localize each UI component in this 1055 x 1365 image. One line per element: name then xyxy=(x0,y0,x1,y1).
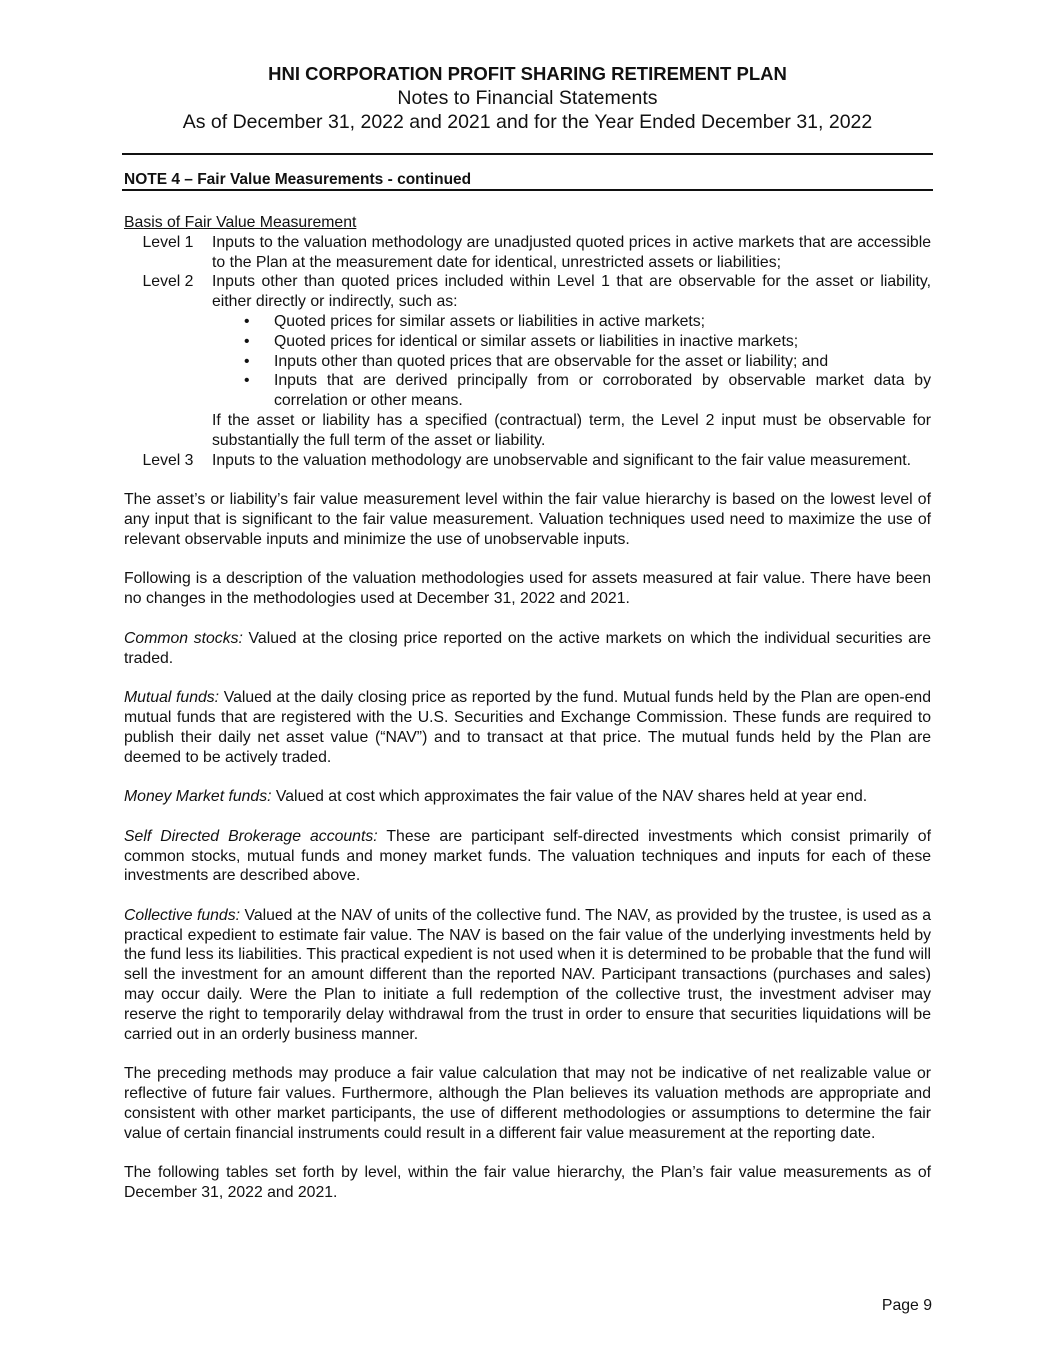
document-header xyxy=(0,62,1055,134)
bullet-icon: • xyxy=(244,332,250,350)
level-1-label: Level 1 xyxy=(142,233,194,251)
level-2-bullets xyxy=(212,312,931,411)
note-heading: NOTE 4 – Fair Value Measurements - continued xyxy=(124,171,472,188)
collective-label: Collective funds: xyxy=(124,906,240,924)
common-stocks-text: Valued at the closing price reported on the active markets on which the individual securities are traded. xyxy=(124,629,931,667)
level-1-text: Inputs to the valuation methodology are unadjusted quoted prices in active markets that are accessible to the Plan at the measurement date for identical, unrestricted assets or liabilities; xyxy=(212,233,931,271)
methodologies-paragraph: Following is a description of the valuation methodologies used for assets measured at fair value. There have been no changes in the methodologies used at December 31, 2022 and 2021. xyxy=(124,570,931,608)
mutual-funds-text: Valued at the daily closing price as reported by the fund. Mutual funds held by the Plan are open-end mutual funds that are registered with the U.S. Securities and Exchange Commission. These funds are required to publish their daily net asset value (“NAV”) and to transact at that price. The mutual funds held by the Plan are deemed to be actively traded. xyxy=(124,689,931,766)
level-3-row xyxy=(124,451,931,471)
page-number: Page 9 xyxy=(881,1297,932,1314)
basis-title: Basis of Fair Value Measurement xyxy=(124,214,357,231)
self-directed-label: Self Directed Brokerage accounts: xyxy=(124,827,378,845)
bullet-icon: • xyxy=(244,352,250,370)
self-directed-paragraph xyxy=(124,827,931,886)
level-1-row xyxy=(124,233,931,273)
list-item: • Inputs that are derived principally from or corroborated by observable market data by correlation or other means. xyxy=(244,372,931,410)
money-market-text: Valued at cost which approximates the fair value of the NAV shares held at year end. xyxy=(271,788,868,806)
money-market-paragraph xyxy=(124,787,931,807)
level-3-text: Inputs to the valuation methodology are unobservable and significant to the fair value measurement. xyxy=(212,451,912,469)
plan-title: HNI CORPORATION PROFIT SHARING RETIREMENT PLAN xyxy=(268,63,787,84)
notes-subtitle: Notes to Financial Statements xyxy=(397,87,658,109)
list-item: • Inputs other than quoted prices that are observable for the asset or liability; and xyxy=(244,352,829,370)
common-stocks-label: Common stocks: xyxy=(124,629,243,647)
common-stocks-paragraph xyxy=(124,629,931,669)
level-2-row xyxy=(124,272,931,450)
level-2-footer: If the asset or liability has a specified (contractual) term, the Level 2 input must be observable for substantially the full term of the asset or liability. xyxy=(212,411,931,449)
note-divider xyxy=(122,189,933,191)
header-divider xyxy=(122,153,933,155)
level-2-content xyxy=(212,272,931,450)
level-2-text: Inputs other than quoted prices included within Level 1 that are observable for the asset or liability, either directly or indirectly, such as: xyxy=(212,273,931,311)
money-market-label: Money Market funds: xyxy=(124,788,272,806)
list-item: • Quoted prices for similar assets or liabilities in active markets; xyxy=(244,312,706,330)
hierarchy-paragraph: The asset’s or liability’s fair value measurement level within the fair value hierarchy is based on the lowest level of any input that is significant to the fair value measurement. Valuation techniques used need to maximize the use of relevant observable inputs and minimize the use of unobservable inputs. xyxy=(124,491,931,548)
mutual-funds-paragraph xyxy=(124,688,931,767)
collective-text: Valued at the NAV of units of the collective fund. The NAV, as provided by the trustee, is used as a practical expedient to estimate fair value. The NAV is based on the fair value of the underlying investments held by the fund less its liabilities. This practical expedient is not used when it is determined to be probable that the fund will sell the investment for an amount different than the reported NAV. Participant transactions (purchases and sales) may occur daily. Were the Plan to initiate a full redemption of the collective trust, the investment adviser may reserve the right to temporarily delay withdrawal from the trust in order to ensure that securities liquidations will be carried out in an orderly business manner. xyxy=(124,906,931,1043)
self-directed-text: These are participant self-directed investments which consist primarily of common stocks, mutual funds and money market funds. The valuation techniques and inputs for each of these investments are described above. xyxy=(124,827,931,885)
list-item: • Quoted prices for identical or similar assets or liabilities in inactive markets; xyxy=(244,332,799,350)
period-subtitle: As of December 31, 2022 and 2021 and for the Year Ended December 31, 2022 xyxy=(182,111,873,133)
mutual-funds-label: Mutual funds: xyxy=(124,689,220,707)
bullet-icon: • xyxy=(244,312,250,330)
document-body xyxy=(124,213,931,1203)
level-2-label: Level 2 xyxy=(142,273,194,291)
level-3-label: Level 3 xyxy=(142,451,194,469)
collective-paragraph xyxy=(124,906,931,1045)
preceding-paragraph: The preceding methods may produce a fair value calculation that may not be indicative of net realizable value or reflective of future fair values. Furthermore, although the Plan believes its valuation methods are appropriate and consistent with other market participants, the use of different methodologies or assumptions to determine the fair value of certain financial instruments could result in a different fair value measurement at the reporting date. xyxy=(124,1065,931,1142)
tables-intro-paragraph: The following tables set forth by level, within the fair value hierarchy, the Plan’s fair value measurements as of December 31, 2022 and 2021. xyxy=(124,1164,931,1202)
bullet-icon: • xyxy=(244,372,250,390)
